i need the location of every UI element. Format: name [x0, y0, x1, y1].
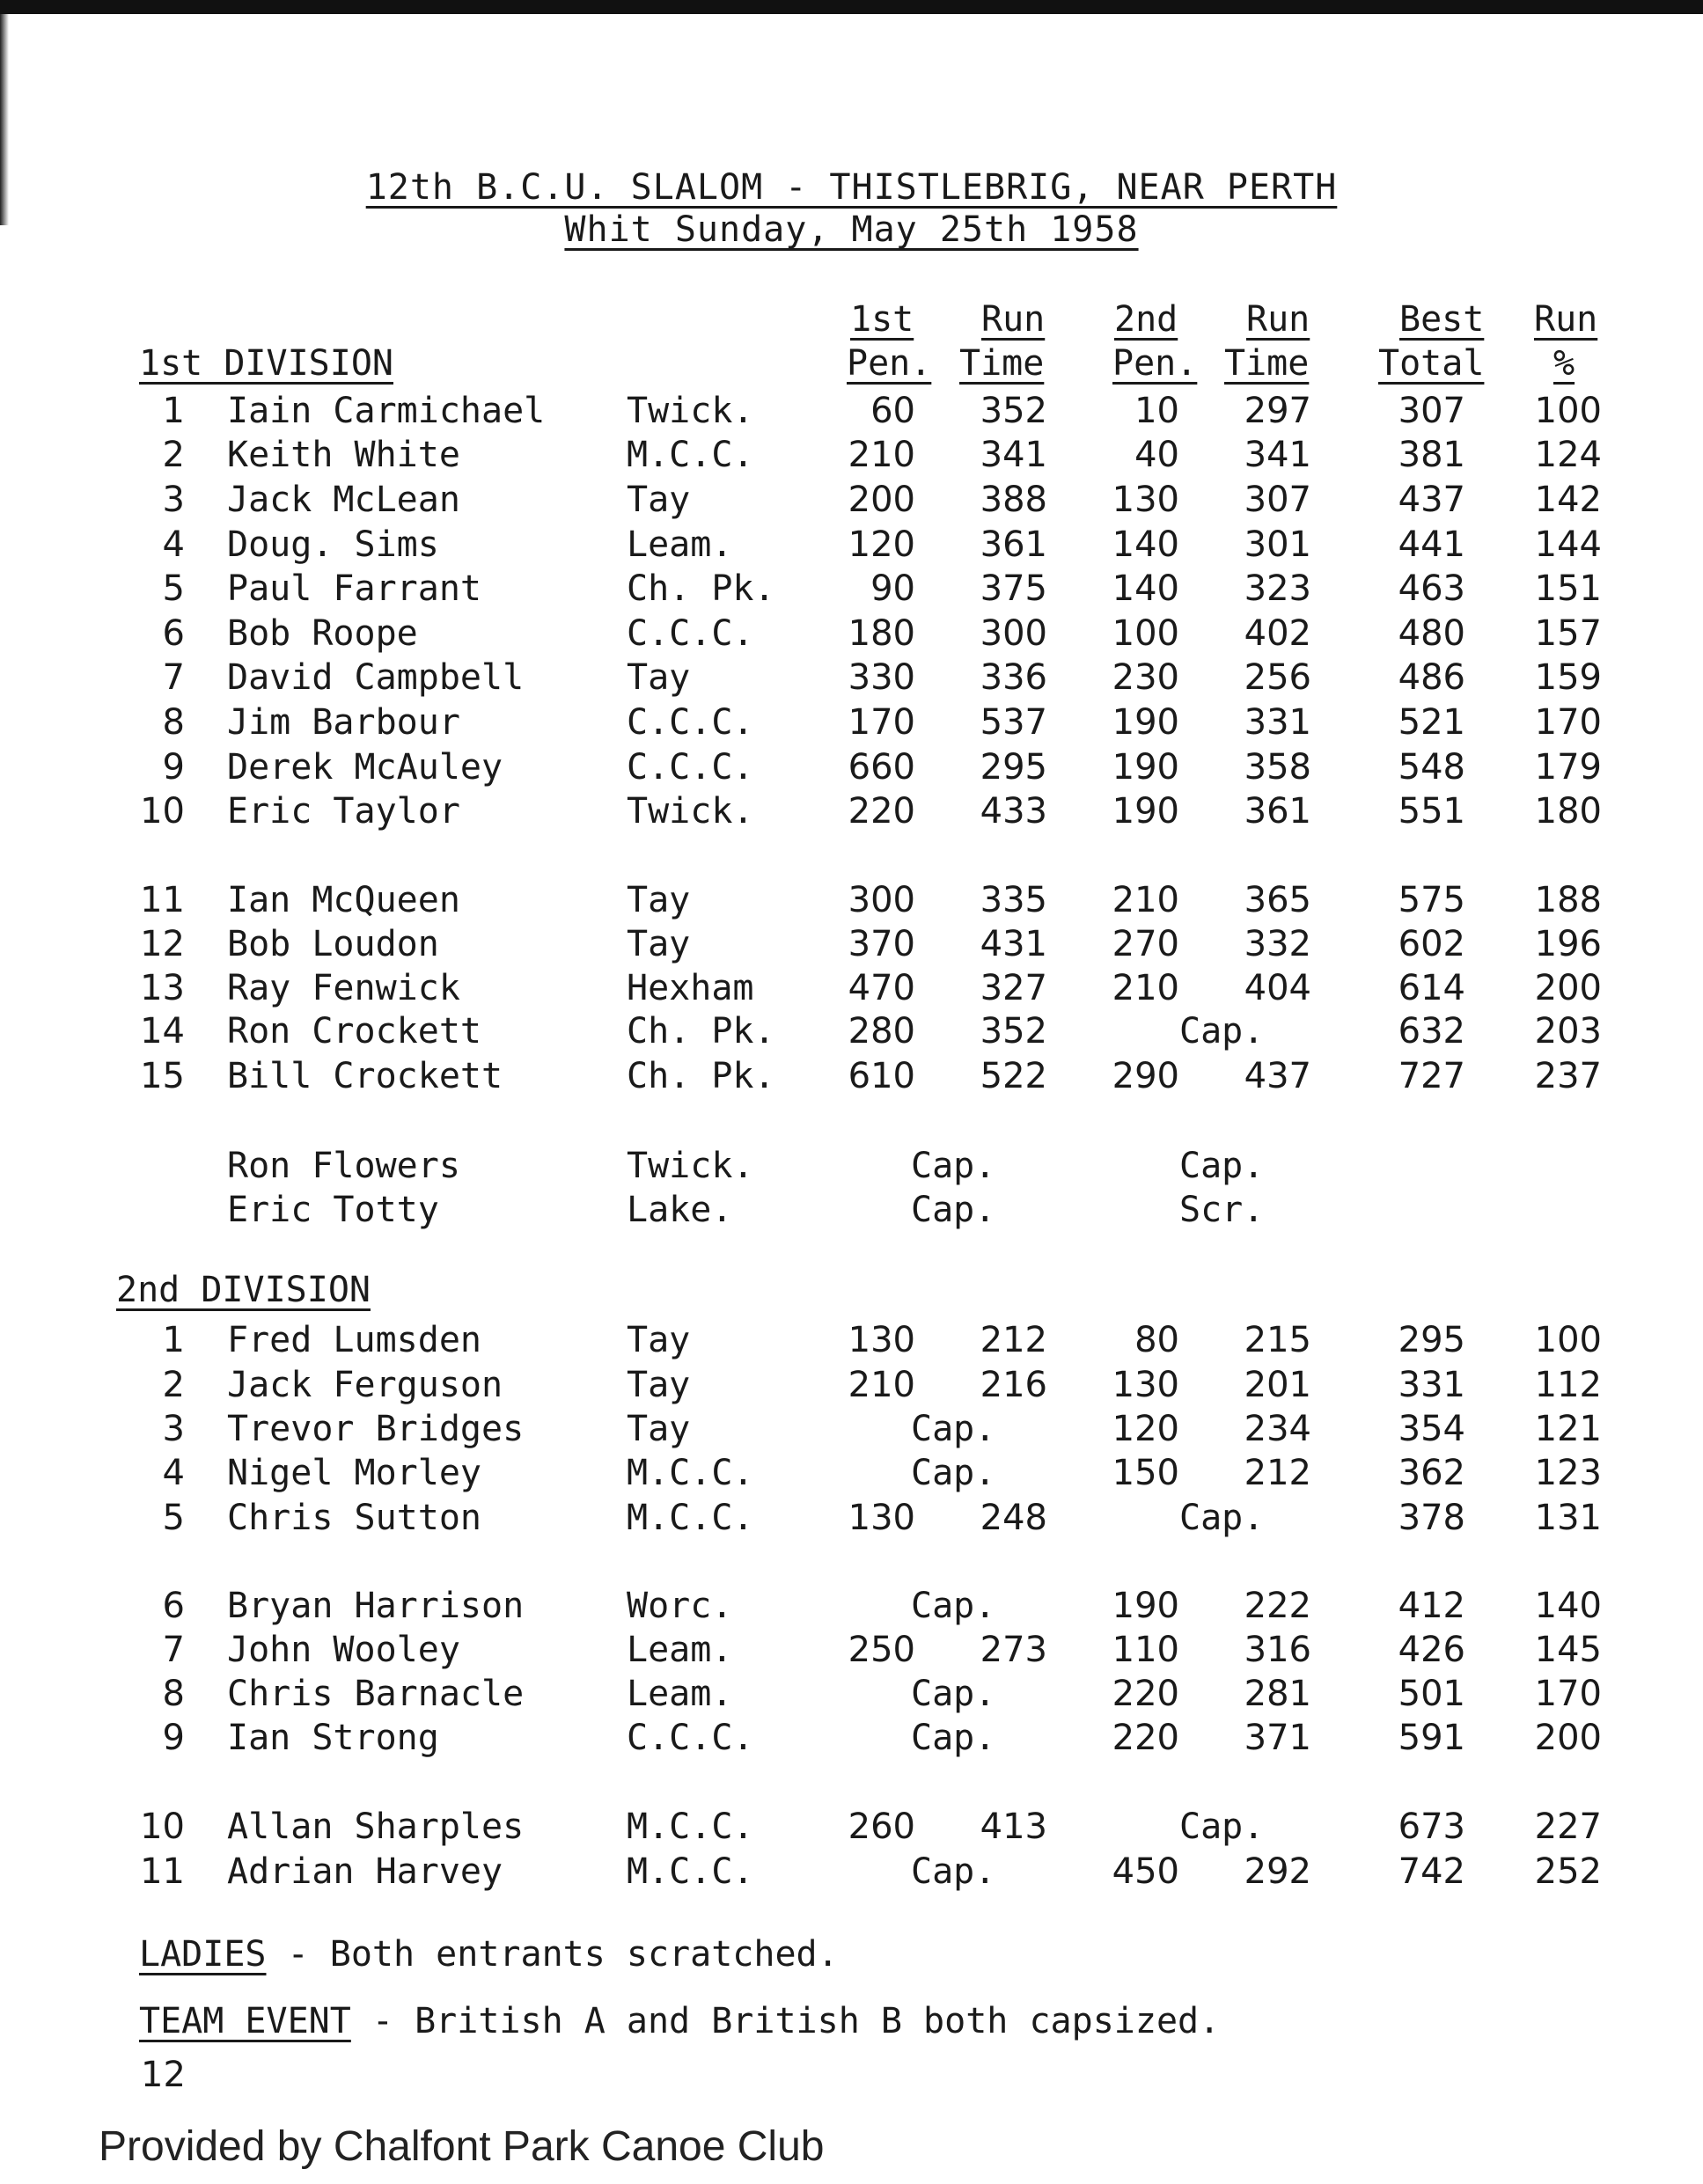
run1-penalty: 130 [848, 1498, 915, 1538]
run2-penalty: 190 [1112, 702, 1179, 743]
run1-time: 327 [980, 968, 1047, 1008]
rank-cell: 12 [140, 924, 185, 964]
run-percent: 100 [1534, 391, 1602, 431]
rank-cell: 3 [162, 1409, 185, 1449]
run1-status: Cap. [911, 1453, 996, 1493]
division1-row [0, 613, 1703, 657]
run2-penalty: 450 [1112, 1851, 1179, 1892]
club-cell: Leam. [627, 1674, 733, 1714]
run1-time: 273 [980, 1630, 1047, 1670]
run2-penalty: 150 [1112, 1453, 1179, 1493]
run-percent: 200 [1534, 1718, 1602, 1758]
competitor-name: Allan Sharples [227, 1807, 525, 1847]
competitor-name: Derek McAuley [227, 747, 503, 788]
competitor-name: Doug. Sims [227, 524, 439, 565]
run2-time: 361 [1244, 791, 1311, 832]
best-total: 480 [1398, 613, 1465, 654]
division1-row [0, 524, 1703, 568]
division1-row [0, 1190, 1703, 1234]
run1-penalty: 210 [848, 435, 915, 475]
run-percent: 145 [1534, 1630, 1602, 1670]
club-cell: C.C.C. [627, 747, 754, 788]
header-run-1: Run [981, 299, 1046, 340]
run2-time: 332 [1244, 924, 1311, 964]
run1-penalty: 130 [848, 1320, 915, 1360]
run2-time: 358 [1244, 747, 1311, 788]
best-total: 486 [1398, 657, 1465, 698]
competitor-name: Eric Totty [227, 1190, 439, 1230]
run2-time: 402 [1244, 613, 1311, 654]
best-total: 614 [1398, 968, 1465, 1008]
run2-status: Cap. [1179, 1807, 1265, 1847]
run1-penalty: 200 [848, 480, 915, 520]
run2-penalty: 220 [1112, 1718, 1179, 1758]
rank-cell: 14 [140, 1011, 185, 1052]
best-total: 463 [1398, 568, 1465, 609]
credit-line: Provided by Chalfont Park Canoe Club [99, 2123, 825, 2170]
club-cell: Tay [627, 480, 691, 520]
run1-time: 352 [980, 1011, 1047, 1052]
club-cell: Tay [627, 924, 691, 964]
run1-status: Cap. [911, 1851, 996, 1892]
best-total: 307 [1398, 391, 1465, 431]
best-total: 381 [1398, 435, 1465, 475]
competitor-name: Chris Sutton [227, 1498, 481, 1538]
division1-row [0, 391, 1703, 435]
division1-row [0, 657, 1703, 701]
run2-time: 201 [1244, 1365, 1311, 1405]
run2-time: 256 [1244, 657, 1311, 698]
run1-time: 537 [980, 702, 1047, 743]
division2-row [0, 1409, 1703, 1453]
run1-penalty: 170 [848, 702, 915, 743]
run2-time: 307 [1244, 480, 1311, 520]
rank-cell: 2 [162, 435, 185, 475]
club-cell: M.C.C. [627, 1453, 754, 1493]
header-percent: % [1553, 343, 1575, 384]
division1-row [0, 968, 1703, 1012]
club-cell: Twick. [627, 391, 754, 431]
best-total: 575 [1398, 880, 1465, 920]
division2-row [0, 1498, 1703, 1542]
division2-row [0, 1586, 1703, 1630]
run2-time: 316 [1244, 1630, 1311, 1670]
run2-time: 281 [1244, 1674, 1311, 1714]
run1-penalty: 220 [848, 791, 915, 832]
competitor-name: John Wooley [227, 1630, 460, 1670]
run1-penalty: 330 [848, 657, 915, 698]
best-total: 548 [1398, 747, 1465, 788]
run2-penalty: 140 [1112, 568, 1179, 609]
division2-row [0, 1365, 1703, 1409]
title-text: 12th B.C.U. SLALOM - THISTLEBRIG, NEAR PERTH [365, 167, 1338, 208]
run1-time: 300 [980, 613, 1047, 654]
division1-row [0, 480, 1703, 524]
best-total: 412 [1398, 1586, 1465, 1626]
run1-time: 388 [980, 480, 1047, 520]
run2-penalty: 210 [1112, 968, 1179, 1008]
run2-time: 371 [1244, 1718, 1311, 1758]
division1-row [0, 791, 1703, 835]
best-total: 362 [1398, 1453, 1465, 1493]
rank-cell: 4 [162, 1453, 185, 1493]
competitor-name: Ian McQueen [227, 880, 460, 920]
page-number: 12 [141, 2055, 186, 2095]
run-percent: 142 [1534, 480, 1602, 520]
run-percent: 188 [1534, 880, 1602, 920]
club-cell: C.C.C. [627, 702, 754, 743]
run2-penalty: 80 [1134, 1320, 1179, 1360]
run1-status: Cap. [911, 1190, 996, 1230]
club-cell: C.C.C. [627, 1718, 754, 1758]
club-cell: Tay [627, 1365, 691, 1405]
run1-penalty: 470 [848, 968, 915, 1008]
division1-row [0, 435, 1703, 479]
run-percent: 203 [1534, 1011, 1602, 1052]
competitor-name: David Campbell [227, 657, 525, 698]
division2-row [0, 1674, 1703, 1718]
best-total: 501 [1398, 1674, 1465, 1714]
rank-cell: 11 [140, 1851, 185, 1892]
competitor-name: Trevor Bridges [227, 1409, 525, 1449]
header-1st: 1st [850, 299, 914, 340]
best-total: 632 [1398, 1011, 1465, 1052]
rank-cell: 3 [162, 480, 185, 520]
rank-cell: 10 [140, 1807, 185, 1847]
run2-status: Scr. [1179, 1190, 1265, 1230]
best-total: 426 [1398, 1630, 1465, 1670]
run2-penalty: 290 [1112, 1056, 1179, 1096]
header-pen-2: Pen. [1112, 343, 1198, 384]
division1-row [0, 568, 1703, 612]
run2-time: 222 [1244, 1586, 1311, 1626]
best-total: 727 [1398, 1056, 1465, 1096]
run-percent: 100 [1534, 1320, 1602, 1360]
best-total: 354 [1398, 1409, 1465, 1449]
best-total: 441 [1398, 524, 1465, 565]
header-best: Best [1399, 299, 1485, 340]
club-cell: Ch. Pk. [627, 568, 775, 609]
rank-cell: 10 [140, 791, 185, 832]
run1-penalty: 120 [848, 524, 915, 565]
best-total: 331 [1398, 1365, 1465, 1405]
club-cell: Worc. [627, 1586, 733, 1626]
run1-time: 336 [980, 657, 1047, 698]
run2-penalty: 120 [1112, 1409, 1179, 1449]
run-percent: 140 [1534, 1586, 1602, 1626]
rank-cell: 5 [162, 568, 185, 609]
run1-time: 341 [980, 435, 1047, 475]
run2-penalty: 130 [1112, 1365, 1179, 1405]
competitor-name: Bob Roope [227, 613, 418, 654]
run1-penalty: 660 [848, 747, 915, 788]
competitor-name: Ron Crockett [227, 1011, 481, 1052]
run-percent: 157 [1534, 613, 1602, 654]
team-event-note [139, 2001, 1220, 2041]
competitor-name: Ian Strong [227, 1718, 439, 1758]
run1-penalty: 90 [870, 568, 915, 609]
run1-time: 413 [980, 1807, 1047, 1847]
run2-penalty: 190 [1112, 1586, 1179, 1626]
run-percent: 227 [1534, 1807, 1602, 1847]
run-percent: 200 [1534, 968, 1602, 1008]
run1-status: Cap. [911, 1674, 996, 1714]
competitor-name: Ron Flowers [227, 1146, 460, 1186]
club-cell: Tay [627, 880, 691, 920]
run1-penalty: 180 [848, 613, 915, 654]
rank-cell: 11 [140, 880, 185, 920]
competitor-name: Jack Ferguson [227, 1365, 503, 1405]
club-cell: M.C.C. [627, 435, 754, 475]
division2-row [0, 1718, 1703, 1762]
header-time-2: Time [1224, 343, 1310, 384]
division2-row [0, 1630, 1703, 1674]
competitor-name: Chris Barnacle [227, 1674, 525, 1714]
rank-cell: 2 [162, 1365, 185, 1405]
run-percent: 237 [1534, 1056, 1602, 1096]
club-cell: Hexham [627, 968, 754, 1008]
run2-time: 292 [1244, 1851, 1311, 1892]
run2-penalty: 190 [1112, 791, 1179, 832]
competitor-name: Bob Loudon [227, 924, 439, 964]
run-percent: 196 [1534, 924, 1602, 964]
division1-row [0, 924, 1703, 968]
run-percent: 112 [1534, 1365, 1602, 1405]
run2-time: 301 [1244, 524, 1311, 565]
team-event-label: TEAM EVENT [139, 2001, 351, 2041]
competitor-name: Fred Lumsden [227, 1320, 481, 1360]
run-percent: 144 [1534, 524, 1602, 565]
club-cell: M.C.C. [627, 1851, 754, 1892]
rank-cell: 15 [140, 1056, 185, 1096]
rank-cell: 8 [162, 702, 185, 743]
rank-cell: 9 [162, 1718, 185, 1758]
run-percent: 123 [1534, 1453, 1602, 1493]
best-total: 742 [1398, 1851, 1465, 1892]
run1-penalty: 60 [870, 391, 915, 431]
division2-row [0, 1807, 1703, 1851]
document-title [0, 167, 1703, 208]
run2-penalty: 220 [1112, 1674, 1179, 1714]
header-time-1: Time [959, 343, 1045, 384]
run2-penalty: 100 [1112, 613, 1179, 654]
division1-row [0, 880, 1703, 924]
run-percent: 179 [1534, 747, 1602, 788]
best-total: 673 [1398, 1807, 1465, 1847]
run1-penalty: 610 [848, 1056, 915, 1096]
run1-time: 212 [980, 1320, 1047, 1360]
competitor-name: Bill Crockett [227, 1056, 503, 1096]
run-percent: 131 [1534, 1498, 1602, 1538]
run2-penalty: 10 [1134, 391, 1179, 431]
run2-status: Cap. [1179, 1011, 1265, 1052]
run-percent: 121 [1534, 1409, 1602, 1449]
run1-status: Cap. [911, 1146, 996, 1186]
run1-status: Cap. [911, 1409, 996, 1449]
best-total: 591 [1398, 1718, 1465, 1758]
run1-time: 375 [980, 568, 1047, 609]
run1-time: 216 [980, 1365, 1047, 1405]
header-run-3: Run [1534, 299, 1598, 340]
rank-cell: 1 [162, 1320, 185, 1360]
division1-row [0, 747, 1703, 791]
rank-cell: 4 [162, 524, 185, 565]
run1-time: 361 [980, 524, 1047, 565]
competitor-name: Paul Farrant [227, 568, 481, 609]
competitor-name: Keith White [227, 435, 460, 475]
run2-time: 323 [1244, 568, 1311, 609]
run2-time: 437 [1244, 1056, 1311, 1096]
rank-cell: 13 [140, 968, 185, 1008]
ladies-label: LADIES [139, 1934, 267, 1975]
club-cell: Twick. [627, 791, 754, 832]
run-percent: 252 [1534, 1851, 1602, 1892]
division2-row [0, 1851, 1703, 1895]
club-cell: M.C.C. [627, 1807, 754, 1847]
run1-status: Cap. [911, 1718, 996, 1758]
best-total: 551 [1398, 791, 1465, 832]
run-percent: 180 [1534, 791, 1602, 832]
competitor-name: Nigel Morley [227, 1453, 481, 1493]
header-pen-1: Pen. [847, 343, 932, 384]
run2-penalty: 210 [1112, 880, 1179, 920]
competitor-name: Jack McLean [227, 480, 460, 520]
division1-row [0, 1011, 1703, 1055]
club-cell: Tay [627, 657, 691, 698]
run1-time: 431 [980, 924, 1047, 964]
division-2-title: 2nd DIVISION [116, 1270, 371, 1310]
run1-penalty: 300 [848, 880, 915, 920]
competitor-name: Iain Carmichael [227, 391, 546, 431]
best-total: 295 [1398, 1320, 1465, 1360]
run2-time: 212 [1244, 1453, 1311, 1493]
division-1-title: 1st DIVISION [139, 343, 393, 384]
ladies-text: - Both entrants scratched. [266, 1934, 839, 1975]
club-cell: Leam. [627, 524, 733, 565]
run1-penalty: 370 [848, 924, 915, 964]
subtitle-text: Whit Sunday, May 25th 1958 [564, 209, 1139, 250]
run2-time: 331 [1244, 702, 1311, 743]
rank-cell: 6 [162, 613, 185, 654]
club-cell: Tay [627, 1409, 691, 1449]
best-total: 437 [1398, 480, 1465, 520]
document-subtitle [0, 209, 1703, 250]
run1-time: 248 [980, 1498, 1047, 1538]
division1-row [0, 702, 1703, 746]
competitor-name: Eric Taylor [227, 791, 460, 832]
club-cell: Ch. Pk. [627, 1011, 775, 1052]
rank-cell: 6 [162, 1586, 185, 1626]
run2-penalty: 230 [1112, 657, 1179, 698]
run-percent: 170 [1534, 702, 1602, 743]
run2-penalty: 130 [1112, 480, 1179, 520]
run2-time: 365 [1244, 880, 1311, 920]
header-2nd: 2nd [1114, 299, 1178, 340]
run1-penalty: 250 [848, 1630, 915, 1670]
run1-time: 335 [980, 880, 1047, 920]
club-cell: Lake. [627, 1190, 733, 1230]
run-percent: 170 [1534, 1674, 1602, 1714]
run2-time: 404 [1244, 968, 1311, 1008]
header-run-2: Run [1246, 299, 1310, 340]
run-percent: 151 [1534, 568, 1602, 609]
competitor-name: Adrian Harvey [227, 1851, 503, 1892]
run2-time: 234 [1244, 1409, 1311, 1449]
club-cell: C.C.C. [627, 613, 754, 654]
run1-penalty: 280 [848, 1011, 915, 1052]
division2-row [0, 1453, 1703, 1497]
run1-time: 352 [980, 391, 1047, 431]
run1-penalty: 210 [848, 1365, 915, 1405]
run1-penalty: 260 [848, 1807, 915, 1847]
run2-time: 341 [1244, 435, 1311, 475]
best-total: 521 [1398, 702, 1465, 743]
club-cell: Twick. [627, 1146, 754, 1186]
run1-time: 433 [980, 791, 1047, 832]
rank-cell: 7 [162, 1630, 185, 1670]
run-percent: 159 [1534, 657, 1602, 698]
run2-penalty: 270 [1112, 924, 1179, 964]
run2-status: Cap. [1179, 1498, 1265, 1538]
division1-row [0, 1056, 1703, 1100]
best-total: 602 [1398, 924, 1465, 964]
ladies-note [139, 1934, 839, 1975]
run2-penalty: 40 [1134, 435, 1179, 475]
team-event-text: - British A and British B both capsized. [350, 2001, 1221, 2041]
rank-cell: 8 [162, 1674, 185, 1714]
competitor-name: Jim Barbour [227, 702, 460, 743]
run-percent: 124 [1534, 435, 1602, 475]
club-cell: Leam. [627, 1630, 733, 1670]
run2-status: Cap. [1179, 1146, 1265, 1186]
division2-row [0, 1320, 1703, 1364]
run1-status: Cap. [911, 1586, 996, 1626]
competitor-name: Bryan Harrison [227, 1586, 525, 1626]
run2-penalty: 110 [1112, 1630, 1179, 1670]
run2-time: 215 [1244, 1320, 1311, 1360]
run1-time: 295 [980, 747, 1047, 788]
rank-cell: 9 [162, 747, 185, 788]
competitor-name: Ray Fenwick [227, 968, 460, 1008]
club-cell: Ch. Pk. [627, 1056, 775, 1096]
club-cell: M.C.C. [627, 1498, 754, 1538]
run2-penalty: 140 [1112, 524, 1179, 565]
best-total: 378 [1398, 1498, 1465, 1538]
division1-row [0, 1146, 1703, 1190]
club-cell: Tay [627, 1320, 691, 1360]
header-total: Total [1378, 343, 1485, 384]
run2-time: 297 [1244, 391, 1311, 431]
run2-penalty: 190 [1112, 747, 1179, 788]
rank-cell: 5 [162, 1498, 185, 1538]
rank-cell: 1 [162, 391, 185, 431]
run1-time: 522 [980, 1056, 1047, 1096]
rank-cell: 7 [162, 657, 185, 698]
